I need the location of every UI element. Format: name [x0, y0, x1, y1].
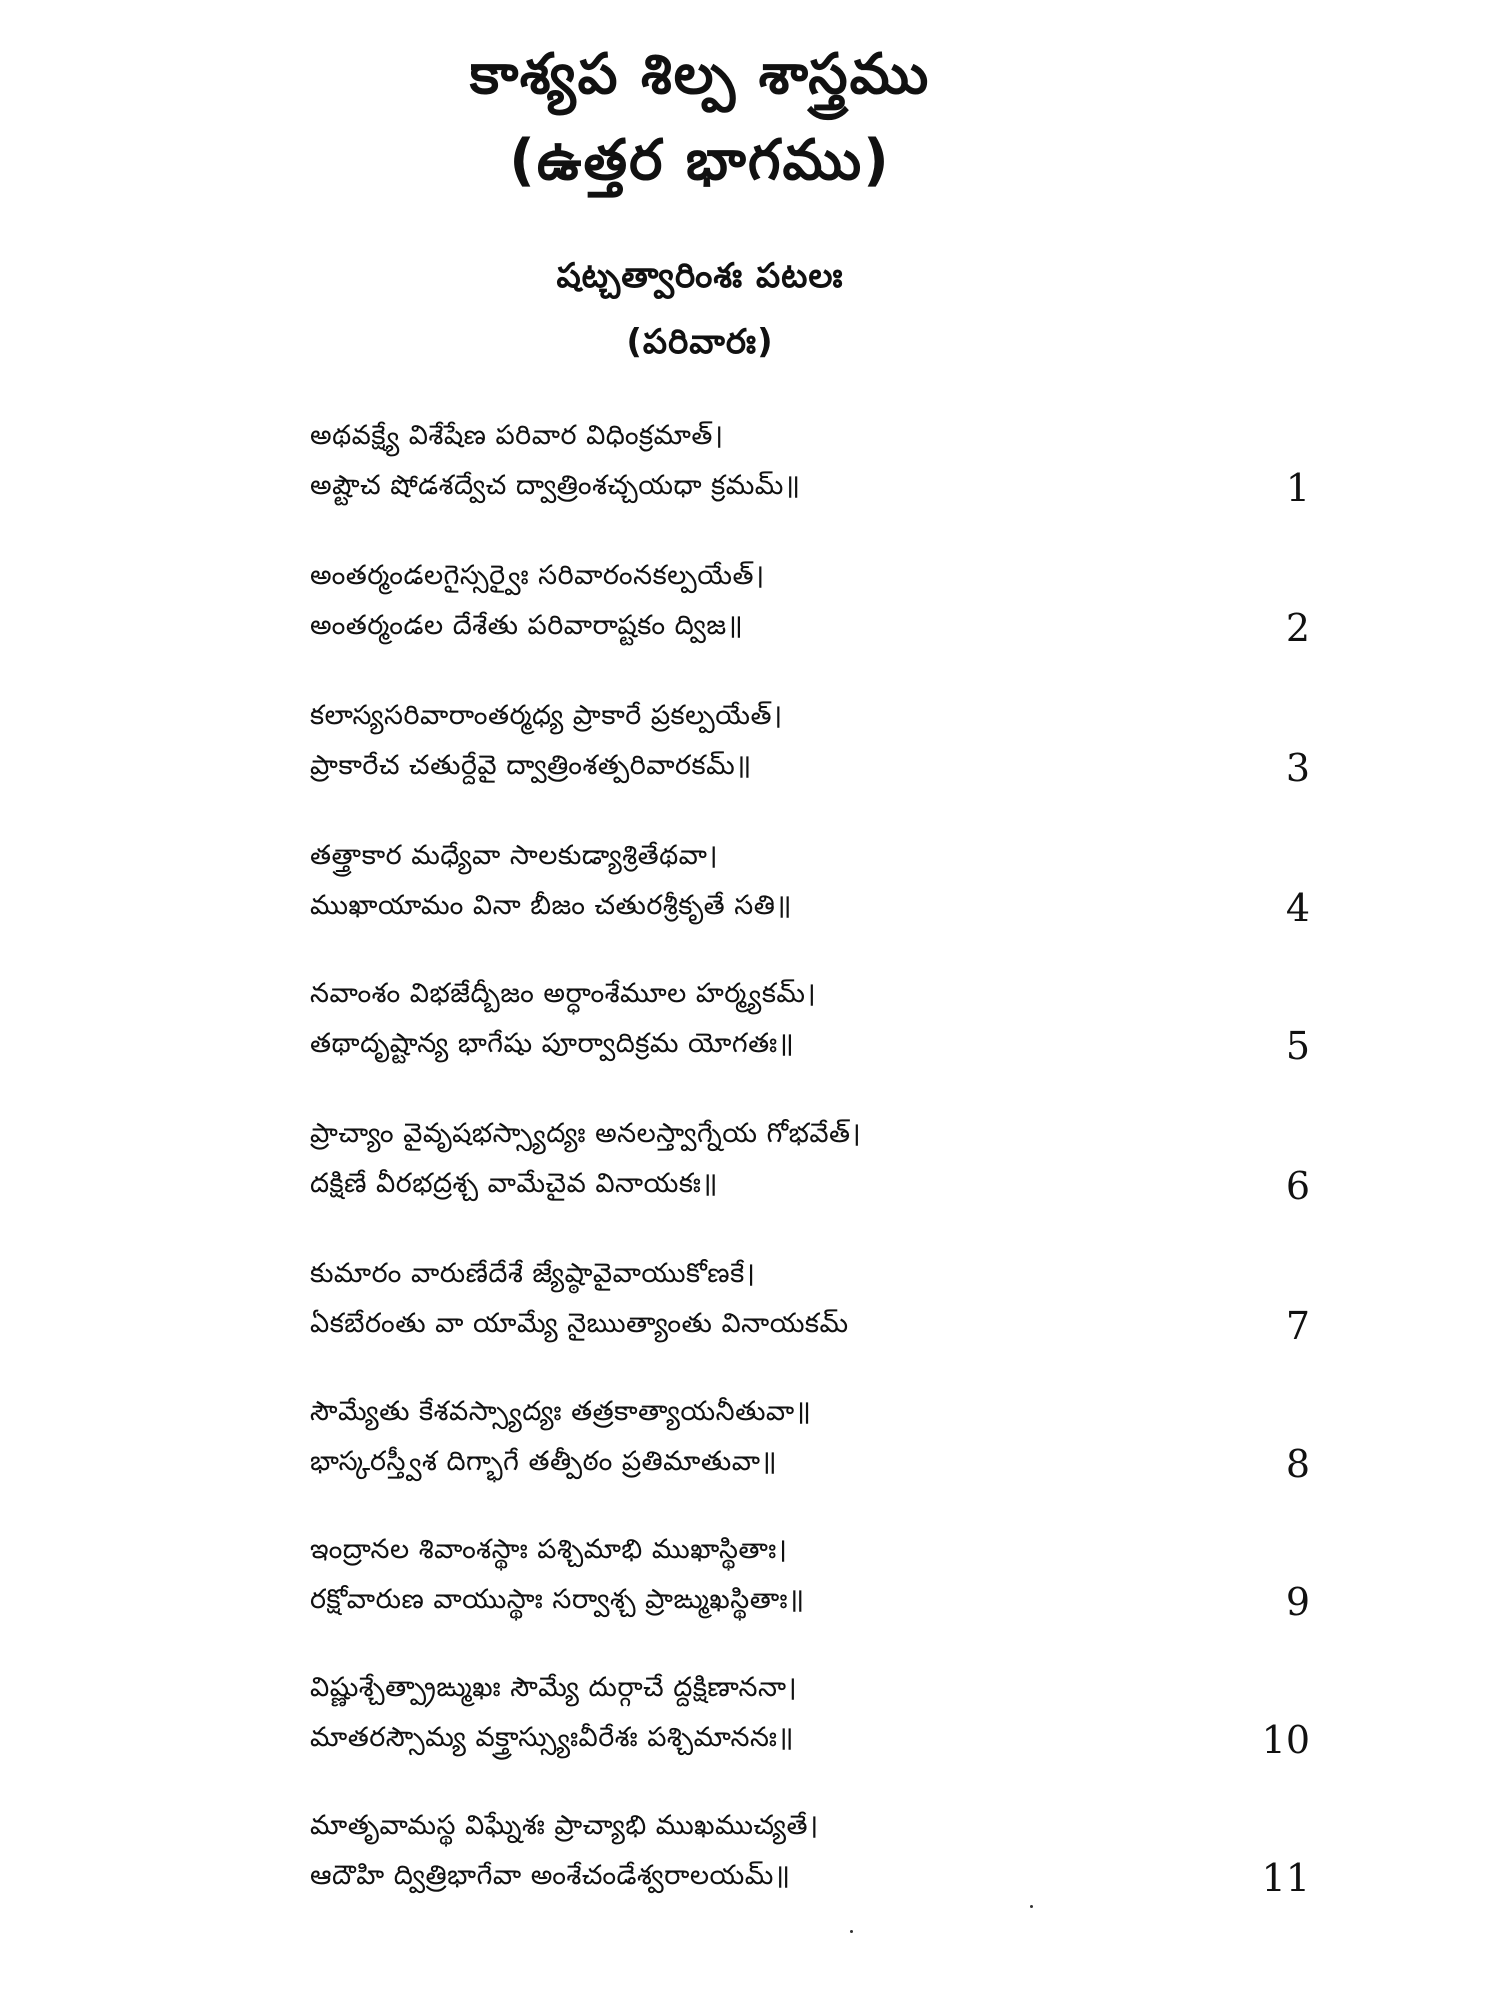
- verse-number: 2: [1285, 606, 1310, 650]
- verse-line: ప్రాచ్యాం వైవృషభస్స్యాద్యః అనలస్త్వాగ్నేయ గోభవేత్।: [310, 1118, 862, 1149]
- verse-block: [310, 560, 1310, 670]
- verse-line: మాతృవామస్థ విఘ్నేశః ప్రాచ్యాభి ముఖముచ్యతే।: [310, 1810, 819, 1841]
- verse-block: [310, 1258, 1310, 1368]
- verse-block: [310, 1396, 1310, 1506]
- verse-line: అంతర్మండల దేశేతు పరివారాష్టకం ద్విజ॥: [310, 610, 744, 641]
- verse-block: [310, 1672, 1310, 1782]
- verse-line: ప్రాకారేచ చతుర్దేవై ద్వాత్రింశత్పరివారకమ్॥: [310, 750, 752, 781]
- verse-line: సౌమ్యేతు కేశవస్స్యాద్యః తత్రకాత్యాయనీతువా॥: [310, 1396, 812, 1427]
- scan-speck: [850, 1930, 853, 1933]
- verse-number: 9: [1285, 1580, 1310, 1624]
- verse-line: ముఖాయామం వినా బీజం చతురశ్రీకృతే సతి॥: [310, 890, 792, 921]
- verse-number: 1: [1285, 466, 1310, 510]
- verse-line: కలాస్యసరివారాంతర్మధ్య ప్రాకారే ప్రకల్పయేత్।: [310, 700, 783, 731]
- page-subtitle: (ఉత్తర భాగము): [509, 128, 891, 193]
- verse-line: దక్షిణే వీరభద్రశ్చ వామేచైవ వినాయకః॥: [310, 1168, 719, 1199]
- verse-line: తత్త్రాకార మధ్యేవా సాలకుడ్యాశ్రితేథవా।: [310, 840, 719, 871]
- verse-block: [310, 700, 1310, 810]
- verse-number: 6: [1285, 1164, 1310, 1208]
- verse-line: ఇంద్రానల శివాంశస్థాః పశ్చిమాభి ముఖాస్థితాః।: [310, 1534, 788, 1565]
- verse-block: [310, 1534, 1310, 1644]
- verse-number: 3: [1285, 746, 1310, 790]
- verse-line: తథాదృష్టాన్య భాగేషు పూర్వాదిక్రమ యోగతః॥: [310, 1028, 795, 1059]
- verse-line: కుమారం వారుణేదేశే జ్యేష్ఠావైవాయుకోణకే।: [310, 1258, 756, 1289]
- scan-speck: [1030, 1905, 1033, 1908]
- verse-block: [310, 978, 1310, 1088]
- verse-line: ఏకబేరంతు వా యామ్యే నైఋత్యాంతు వినాయకమ్: [310, 1308, 849, 1339]
- verse-number: 7: [1285, 1304, 1310, 1348]
- verse-number: 10: [1261, 1718, 1310, 1762]
- verse-line: అథవక్ష్యే విశేషేణ పరివార విధింక్రమాత్।: [310, 420, 724, 451]
- verse-line: ఆదౌహి ద్విత్రిభాగేవా అంశేచండేశ్వరాలయమ్॥: [310, 1860, 791, 1891]
- verse-number: 4: [1285, 886, 1310, 930]
- verse-block: [310, 1118, 1310, 1228]
- verse-line: అష్టౌచ షోడశద్వేచ ద్వాత్రింశచ్చయధా క్రమమ్॥: [310, 470, 801, 501]
- verse-line: విష్ణుశ్చేత్ప్రాఙ్ముఖః సౌమ్యే దుర్గాచే ద్దక్షిణాననా।: [310, 1672, 798, 1703]
- chapter-heading: షట్చత్వారింశః పటలః: [556, 256, 844, 296]
- verse-line: నవాంశం విభజేద్బీజం అర్ధాంశేమూల హర్మ్యకమ్।: [310, 978, 817, 1009]
- verse-line: మాతరస్సౌమ్య వక్త్రాస్స్యుఃవీరేశః పశ్చిమాననః॥: [310, 1722, 795, 1753]
- verse-number: 8: [1285, 1442, 1310, 1486]
- verse-block: [310, 840, 1310, 950]
- verse-number: 5: [1285, 1024, 1310, 1068]
- verse-line: అంతర్మండలగైస్సర్వైః సరివారంనకల్పయేత్।: [310, 560, 765, 591]
- chapter-subheading: (పరివారః): [626, 322, 774, 362]
- page-title: కాశ్యప శిల్ప శాస్త్రము: [469, 42, 931, 107]
- verse-block: [310, 1810, 1310, 1920]
- verse-line: భాస్కరస్త్వీశ దిగ్భాగే తత్పీఠం ప్రతిమాతువా॥: [310, 1446, 778, 1477]
- verse-number: 11: [1261, 1856, 1310, 1900]
- verse-line: రక్షోవారుణ వాయుస్థాః సర్వాశ్చ ప్రాఙ్ముఖస్థితాః॥: [310, 1584, 805, 1615]
- verse-block: [310, 420, 1310, 530]
